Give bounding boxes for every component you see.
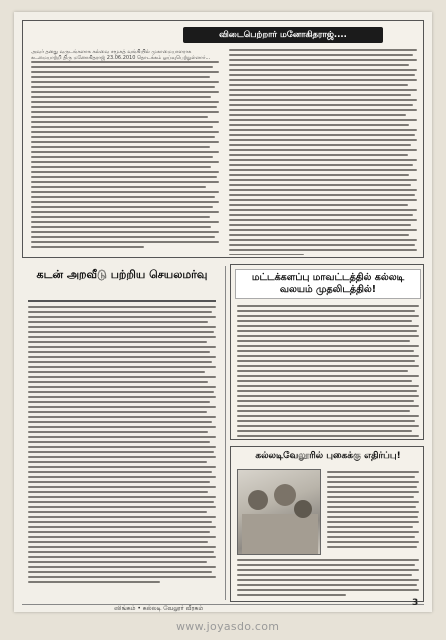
article-right-box [230, 264, 424, 440]
article-top-lead: அவர் தனது வருடங்களாக கல்வை சமூகத் வங்கியில் முகாமையாளராக கடமையாற்றி திரு மனோகிதராஜ் 23.06.2010 தொடக்கம் ஓய்வுபெற்றுள்ளார்... [31, 49, 211, 61]
article-bottom-photo [237, 469, 321, 555]
newspaper-page [14, 12, 432, 612]
article-bottom-side-text [327, 471, 419, 555]
page-number: 3 [412, 598, 419, 608]
article-bottom-title: கல்லடிவேலூரில் புகைக்கு எதிர்ப்பு! [255, 451, 401, 461]
article-left-box [22, 264, 222, 602]
article-top-right-column [229, 49, 417, 255]
article-right-body [237, 305, 419, 437]
watermark-url: www.joyasdo.com [176, 620, 280, 633]
article-left-title: கடன் அறவீடு பற்றிய செயலமர்வு [36, 268, 208, 281]
article-bottom-box [230, 446, 424, 602]
article-top-left-column [31, 49, 219, 255]
footer-left-text: ஸிங்கம் • கல்லடி வேலூர் வீரகம் [114, 605, 204, 612]
article-top-title [183, 27, 383, 43]
article-bottom-body [237, 559, 419, 599]
article-left-body [28, 306, 216, 598]
article-top-title-text: விடைபெற்றார் மனோகிதராஜ்.... [219, 29, 347, 40]
article-right-title: மட்டக்களப்பு மாவட்டத்தில் கல்லடி வலயம் முதலிடத்தில்! [235, 269, 421, 299]
article-top-box [22, 20, 424, 258]
